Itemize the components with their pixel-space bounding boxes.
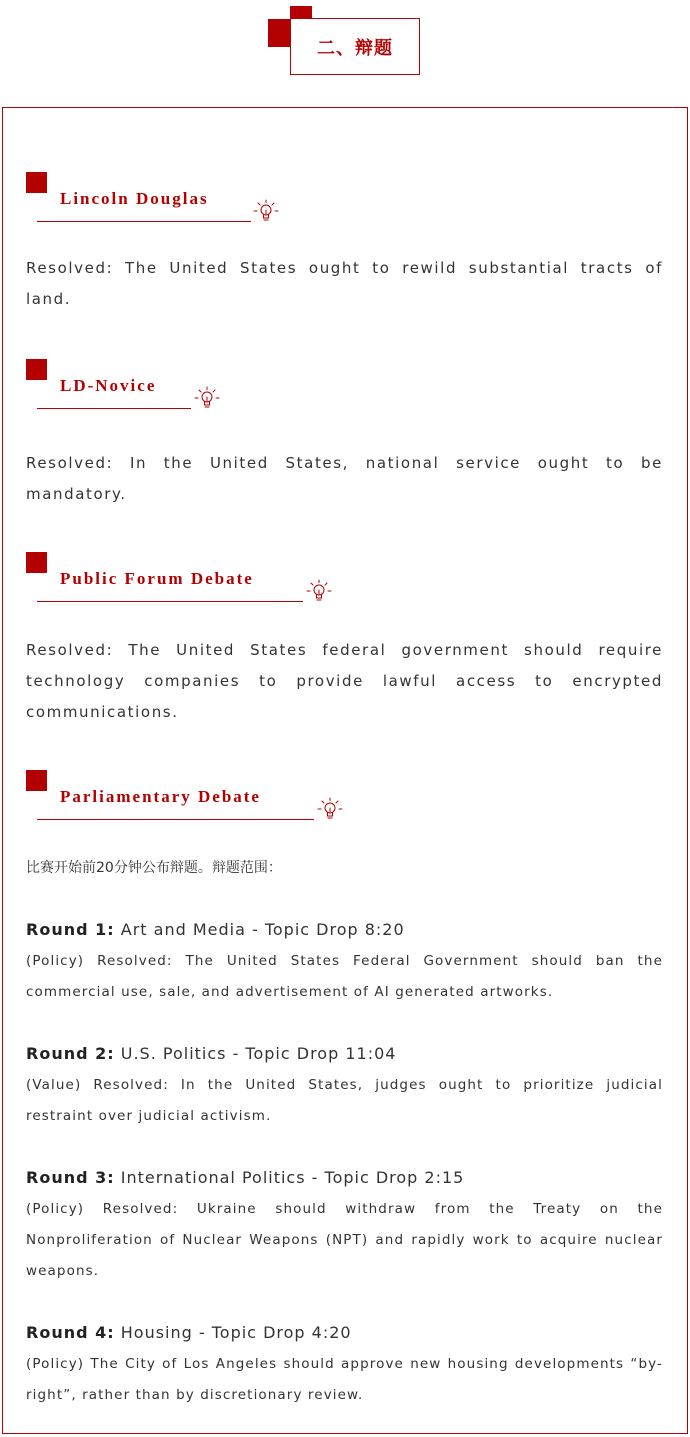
lightbulb-icon bbox=[305, 578, 333, 606]
topic-text: Resolved: In the United States, national service ought to be mandatory. bbox=[26, 454, 663, 503]
topic-release-note: 比赛开始前20分钟公布辩题。辩题范围： bbox=[26, 860, 282, 876]
lightbulb-icon bbox=[193, 385, 221, 413]
section-header-title: 二、辩题 bbox=[290, 18, 420, 75]
round-topic: International Politics - Topic Drop 2:15 bbox=[120, 1168, 465, 1187]
section-title: Parliamentary Debate bbox=[60, 787, 261, 806]
section-heading-ld-novice bbox=[26, 359, 356, 411]
decor-square bbox=[26, 359, 47, 380]
section-underline bbox=[37, 819, 314, 820]
round-topic: Art and Media - Topic Drop 8:20 bbox=[120, 920, 405, 939]
round-label: Round 3: bbox=[26, 1168, 115, 1187]
round-resolution: (Value) Resolved: In the United States, judges ought to prioritize judicial restraint over judicial activism. bbox=[26, 1077, 663, 1124]
round-resolution: (Policy) Resolved: The United States Federal Government should ban the commercial use, sale, and advertisement of AI generated artworks. bbox=[26, 953, 663, 1000]
round-heading bbox=[26, 1166, 663, 1190]
section-heading-parliamentary bbox=[26, 770, 356, 822]
section-underline bbox=[37, 221, 251, 222]
section-title: Public Forum Debate bbox=[60, 569, 254, 588]
round-topic: U.S. Politics - Topic Drop 11:04 bbox=[120, 1044, 397, 1063]
round-label: Round 2: bbox=[26, 1044, 115, 1063]
section-title: Lincoln Douglas bbox=[60, 189, 209, 208]
lightbulb-icon bbox=[316, 796, 344, 824]
round-heading bbox=[26, 1321, 663, 1345]
round-heading bbox=[26, 1042, 663, 1066]
topic-text: Resolved: The United States federal government should require technology companies to provide lawful access to encrypted communications. bbox=[26, 641, 663, 721]
section-underline bbox=[37, 408, 191, 409]
decor-square bbox=[26, 172, 47, 193]
decor-square bbox=[26, 552, 47, 573]
round-label: Round 1: bbox=[26, 920, 115, 939]
round-label: Round 4: bbox=[26, 1323, 115, 1342]
section-heading-lincoln-douglas bbox=[26, 172, 356, 224]
section-heading-public-forum bbox=[26, 552, 356, 604]
section-title: LD-Novice bbox=[60, 376, 157, 395]
lightbulb-icon bbox=[252, 198, 280, 226]
topic-text: Resolved: The United States ought to rewild substantial tracts of land. bbox=[26, 259, 663, 308]
round-resolution: (Policy) Resolved: Ukraine should withdraw from the Treaty on the Nonproliferation of Nuclear Weapons (NPT) and rapidly work to acquire nuclear weapons. bbox=[26, 1201, 663, 1279]
round-topic: Housing - Topic Drop 4:20 bbox=[120, 1323, 352, 1342]
section-underline bbox=[37, 601, 303, 602]
round-resolution: (Policy) The City of Los Angeles should approve new housing developments “by-right”, rather than by discretionary review. bbox=[26, 1356, 663, 1403]
section-header-badge bbox=[268, 6, 424, 78]
round-heading bbox=[26, 918, 663, 942]
decor-square bbox=[26, 770, 47, 791]
